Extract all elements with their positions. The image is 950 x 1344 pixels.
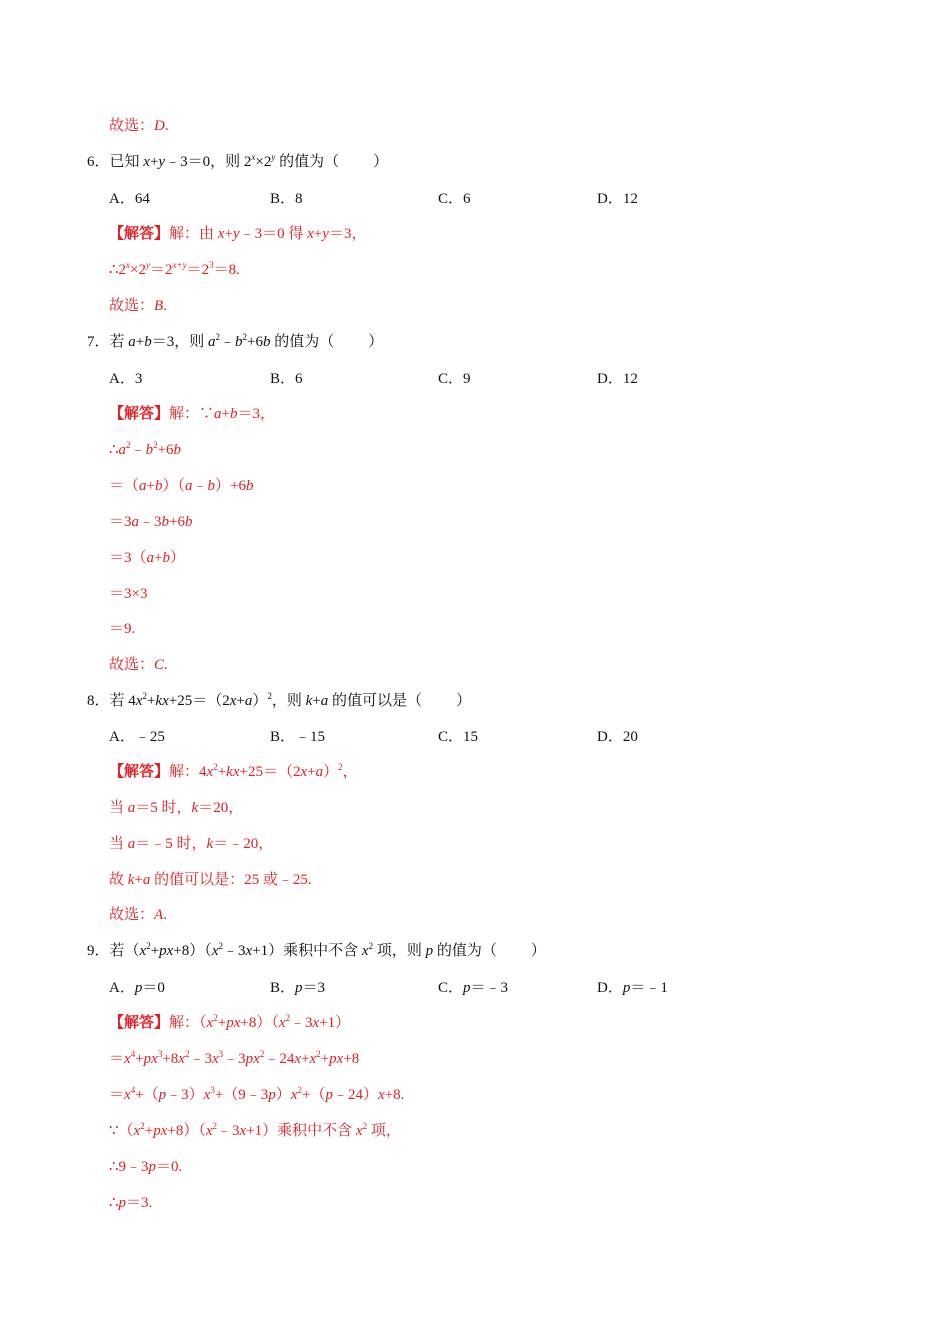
q8-option-b: B．﹣15 [270,729,326,745]
q7-solution-line-6: ＝3×3 [109,586,148,602]
choice-suffix: . [164,118,169,134]
q7-solution-line-5: ＝3（a+b） [109,550,185,566]
q6-option-a: A．64 [109,191,150,207]
question-6-stem: 6．已知 x+y﹣3＝0，则 $2^x\times 2^y$ 的值为（ ） [87,152,389,170]
q7-option-c: C．9 [438,371,471,387]
q8-solution-line-3: 当 a＝﹣5 时，k＝﹣20， [109,836,274,852]
q6-option-c: C．6 [438,191,471,207]
q9-option-c: C．p＝﹣3 [438,980,509,996]
question-9-stem: 9．若$(x^2+px+8)(x^2﹣3x+1)$乘积中不含 $x^2$ 项，则 p 的值为（ ） [87,941,546,959]
q7-solution-line-4: ＝3a﹣3b+6b [109,514,193,530]
q9-solution-line-1: 【解答】解：$(x^2+px+8)(x^2﹣3x+1)$ [109,1013,351,1031]
question-8-stem: 8．若 $4x^2+kx+25=(2x+a)^2$，则 k+a 的值可以是（ ） [87,691,472,709]
q7-option-a: A．3 [109,371,143,387]
choice-label: 故选： [109,118,155,134]
q6-option-d: D．12 [597,191,638,207]
q9-solution-line-6: ∴p＝3. [109,1195,153,1211]
q8-option-d: D．20 [597,729,638,745]
prev-answer-choice [109,116,169,136]
q6-answer-choice: 故选：B. [109,298,167,314]
q9-solution-line-3: $=x^4+(p﹣3)x^3+(9﹣3p)x^2+(p﹣24)x+8$. [109,1085,405,1103]
solution-tag: 【解答】 [109,226,170,242]
q9-option-d: D．p＝﹣1 [597,980,668,996]
q7-option-b: B．6 [270,371,303,387]
choice-letter: D [154,118,165,134]
q7-option-d: D．12 [597,371,638,387]
q9-solution-line-2: $=x^4+px^3+8x^2﹣3x^3﹣3px^2﹣24x+x^2+px+8$ [109,1049,360,1067]
q9-solution-line-4: $\because(x^2+px+8)(x^2﹣3x+1)$乘积中不含 $x^2$ 项， [109,1121,401,1139]
q9-solution-line-5: ∴9﹣3p＝0. [109,1159,183,1175]
q7-answer-choice: 故选：C. [109,657,168,673]
q6-solution-line-2: $\therefore 2^x\times 2^y=2^{x+y}=2^3=8$. [109,260,240,278]
q9-option-b: B．p＝3 [270,980,326,996]
q7-solution-line-2: $\therefore a^2﹣b^2+6b$ [109,440,182,458]
q8-answer-choice: 故选：A. [109,907,167,923]
q8-solution-line-4: 故 k+a 的值可以是：25 或﹣25. [109,872,312,888]
q7-solution-line-1: 【解答】解：∵a+b＝3， [109,406,276,422]
q8-option-c: C．15 [438,729,479,745]
q6-solution-line-1: 【解答】解：由 x+y﹣3＝0 得 x+y＝3， [109,226,367,242]
q8-option-a: A．﹣25 [109,729,165,745]
q7-solution-line-3: ＝（a+b）（a﹣b）+6b [109,478,254,494]
q9-option-a: A．p＝0 [109,980,165,996]
q6-option-b: B．8 [270,191,303,207]
q8-solution-line-1: 【解答】解：$4x^2+kx+25=(2x+a)^2$， [109,762,358,780]
question-7-stem: 7．若 a+b＝3，则 $a^2﹣b^2+6b$ 的值为（ ） [87,332,384,350]
q8-solution-line-2: 当 a＝5 时，k＝20， [109,800,244,816]
q7-solution-line-7: ＝9. [109,621,136,637]
